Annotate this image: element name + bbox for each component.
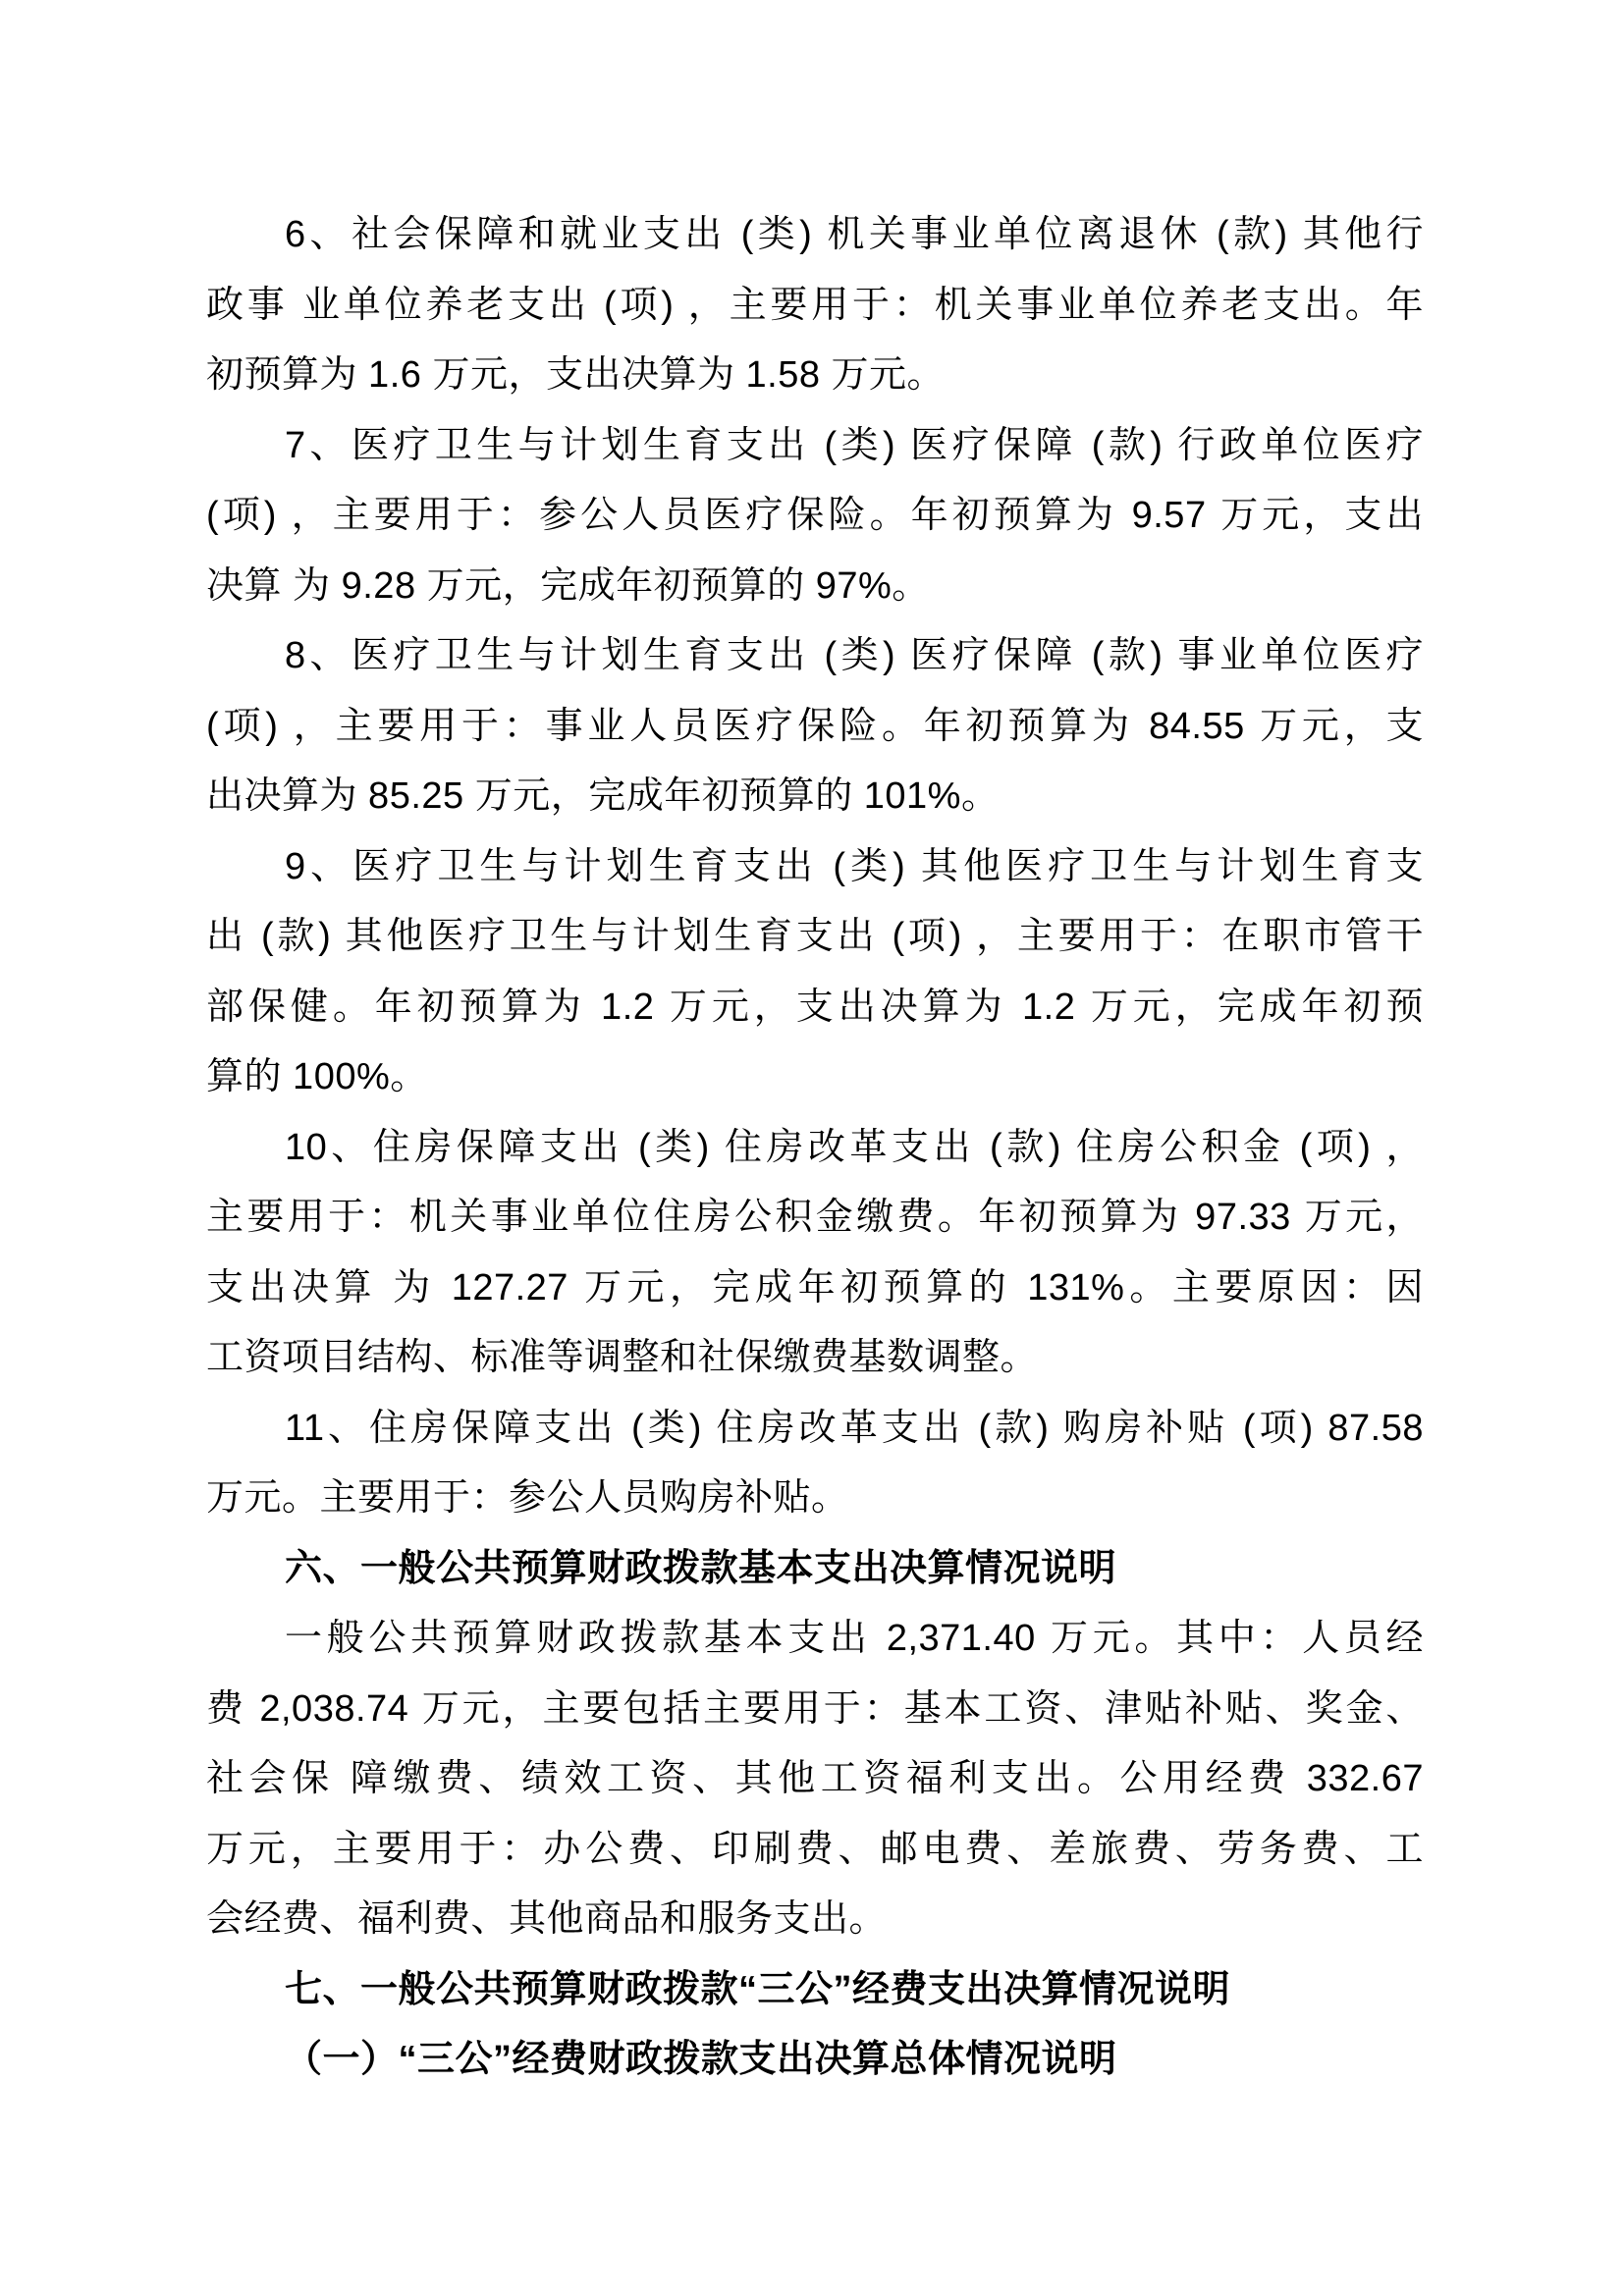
text-line: 7、医疗卫生与计划生育支出 (类) 医疗保障 (款) 行政单位医疗 <box>285 424 1424 466</box>
text-line: 出 (款) 其他医疗卫生与计划生育支出 (项) ，主要用于：在职市管干 <box>206 916 1424 957</box>
text-line: 初预算为 1.6 万元，支出决算为 1.58 万元。 <box>206 354 946 396</box>
text-line: 出决算为 85.25 万元，完成年初预算的 101%。 <box>206 775 1000 817</box>
text-line: 9、医疗卫生与计划生育支出 (类) 其他医疗卫生与计划生育支 <box>285 845 1424 887</box>
text-line: 6、社会保障和就业支出 (类) 机关事业单位离退休 (款) 其他行 <box>285 214 1424 255</box>
text-line: 决算 为 9.28 万元，完成年初预算的 97%。 <box>206 564 930 607</box>
section-heading: 七、一般公共预算财政拨款“三公”经费支出决算情况说明 <box>285 1968 1231 2010</box>
text-line: 算的 100%。 <box>206 1056 428 1097</box>
text-line: 部保健。年初预算为 1.2 万元，支出决算为 1.2 万元，完成年初预 <box>206 986 1424 1028</box>
text-line: 一般公共预算财政拨款基本支出 2,371.40 万元。其中：人员经 <box>285 1618 1424 1659</box>
section-heading: 六、一般公共预算财政拨款基本支出决算情况说明 <box>285 1547 1117 1589</box>
text-line: (项) ，主要用于：事业人员医疗保险。年初预算为 84.55 万元，支 <box>206 705 1424 747</box>
text-line: 8、医疗卫生与计划生育支出 (类) 医疗保障 (款) 事业单位医疗 <box>285 635 1424 676</box>
text-line: 政事 业单位养老支出 (项) ，主要用于：机关事业单位养老支出。年 <box>206 284 1424 326</box>
text-line: 工资项目结构、标准等调整和社保缴费基数调整。 <box>206 1337 1039 1378</box>
text-line: 费 2,038.74 万元，主要包括主要用于：基本工资、津贴补贴、奖金、 <box>206 1687 1424 1730</box>
text-line: 支出决算 为 127.27 万元，完成年初预算的 131%。主要原因：因 <box>206 1266 1424 1308</box>
document-body <box>206 200 1424 2096</box>
text-line: 会经费、福利费、其他商品和服务支出。 <box>206 1898 888 1940</box>
text-line: 主要用于：机关事业单位住房公积金缴费。年初预算为 97.33 万元， <box>206 1197 1424 1238</box>
section-heading: （一）“三公”经费财政拨款支出决算总体情况说明 <box>285 2039 1117 2080</box>
text-line: 万元，主要用于：办公费、印刷费、邮电费、差旅费、劳务费、工 <box>206 1828 1424 1870</box>
text-line: 万元。主要用于：参公人员购房补贴。 <box>206 1477 849 1519</box>
text-line: (项) ，主要用于：参公人员医疗保险。年初预算为 9.57 万元，支出 <box>206 495 1424 536</box>
text-line: 10、住房保障支出 (类) 住房改革支出 (款) 住房公积金 (项) ， <box>285 1126 1424 1168</box>
text-line: 社会保 障缴费、绩效工资、其他工资福利支出。公用经费 332.67 <box>206 1758 1424 1799</box>
text-line: 11、住房保障支出 (类) 住房改革支出 (款) 购房补贴 (项) 87.58 <box>285 1407 1424 1449</box>
